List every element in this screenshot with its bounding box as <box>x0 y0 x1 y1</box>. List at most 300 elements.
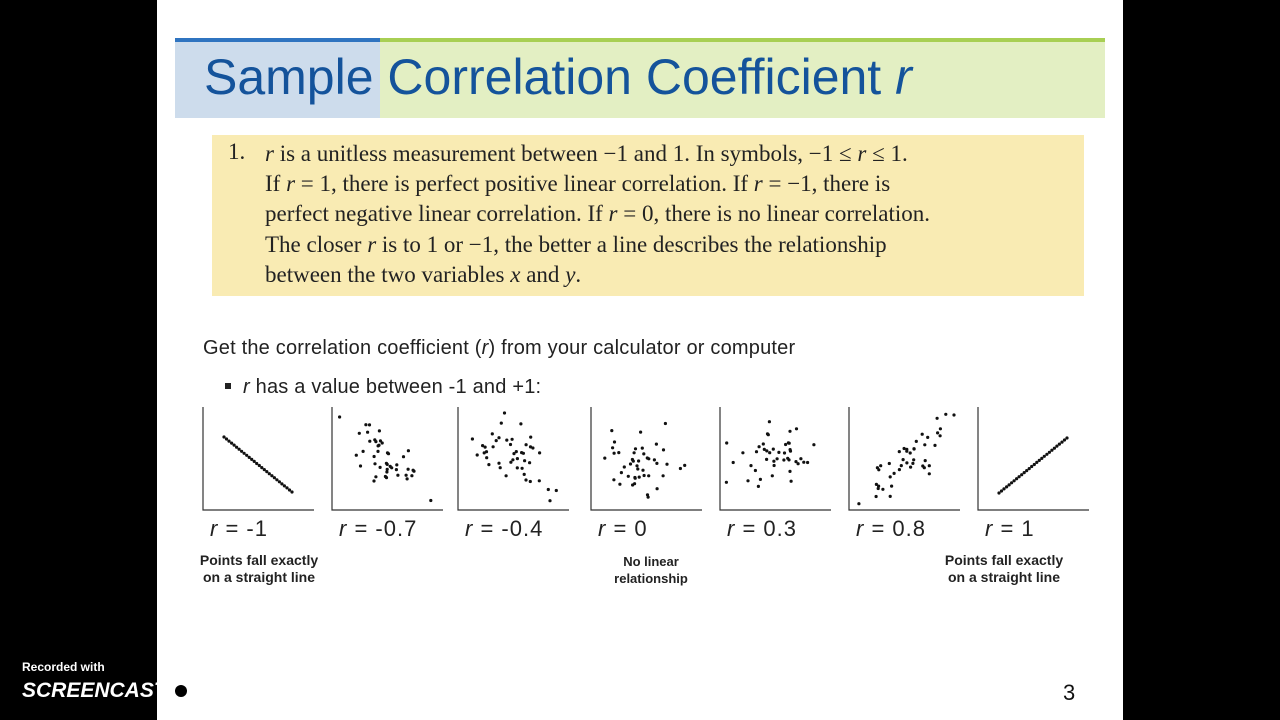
scatter-point <box>638 476 641 479</box>
scatter-point <box>936 417 939 420</box>
scatter-point <box>376 450 379 453</box>
rule-segment: between the two variables <box>265 261 511 287</box>
r-value-variable: r <box>210 516 219 541</box>
r-value-label <box>210 516 268 542</box>
scatter-point <box>653 458 656 461</box>
scatter-point <box>410 474 413 477</box>
slide <box>157 0 1123 720</box>
scatter-point <box>772 448 775 451</box>
scatter-point <box>373 462 376 465</box>
scatter-point <box>646 456 649 459</box>
scatter-point <box>238 448 241 451</box>
note-left-line1: Points fall exactly <box>199 552 319 568</box>
scatter-point <box>888 462 891 465</box>
scatter-point <box>235 446 238 449</box>
scatter-point <box>788 430 791 433</box>
note-middle <box>591 553 711 587</box>
scatter-point <box>812 443 815 446</box>
intro-text-after: ) from your calculator or computer <box>488 337 796 359</box>
scatter-point <box>290 490 293 493</box>
rule-line <box>265 139 930 169</box>
rule-segment: perfect negative linear correlation. If <box>265 201 609 227</box>
scatter-point <box>857 502 860 505</box>
scatter-point <box>396 474 399 477</box>
scatter-point <box>784 443 787 446</box>
scatter-point <box>372 479 375 482</box>
scatter-point <box>634 447 637 450</box>
scatter-point <box>516 466 519 469</box>
scatter-point <box>378 429 381 432</box>
scatter-point <box>776 457 779 460</box>
r-value-number: = 1 <box>993 516 1035 541</box>
note-right <box>930 552 1078 586</box>
scatter-point <box>913 447 916 450</box>
scatter-point <box>633 451 636 454</box>
scatter-point <box>757 485 760 488</box>
scatter-point <box>260 466 263 469</box>
scatter-point <box>806 461 809 464</box>
scatter-point <box>915 440 918 443</box>
scatter-point <box>911 462 914 465</box>
rule-number: 1. <box>228 139 246 164</box>
scatter-point <box>1020 473 1023 476</box>
scatter-point <box>1000 489 1003 492</box>
scatter-point <box>255 462 258 465</box>
bullet-line <box>225 376 541 399</box>
scatter-point <box>538 479 541 482</box>
scatter-point <box>905 450 908 453</box>
scatter-point <box>509 443 512 446</box>
plot-axes <box>332 407 443 510</box>
scatter-plot <box>977 407 1089 511</box>
scatter-point <box>1008 483 1011 486</box>
scatter-point <box>881 488 884 491</box>
scatter-point <box>635 464 638 467</box>
plot-axes <box>720 407 831 510</box>
scatter-point <box>679 467 682 470</box>
scatter-point <box>1035 461 1038 464</box>
scatter-point <box>529 436 532 439</box>
scatter-point <box>618 483 621 486</box>
scatter-point <box>890 485 893 488</box>
scatter-point <box>636 467 639 470</box>
screencast-watermark <box>22 660 260 704</box>
scatter-point <box>531 446 534 449</box>
scatter-plot <box>590 407 702 511</box>
scatter-point <box>620 471 623 474</box>
rule-segment: The closer <box>265 231 368 257</box>
scatter-point <box>665 463 668 466</box>
scatter-point <box>1015 477 1018 480</box>
scatter-point <box>529 480 532 483</box>
scatter-point <box>374 475 377 478</box>
scatter-point <box>1040 457 1043 460</box>
scatter-point <box>386 451 389 454</box>
scatter-point <box>1028 467 1031 470</box>
scatter-point <box>355 454 358 457</box>
rule-line <box>265 199 930 229</box>
rule-segment: If <box>265 171 287 197</box>
r-value-label <box>727 516 797 542</box>
scatter-point <box>655 443 658 446</box>
scatter-point <box>610 429 613 432</box>
scatter-point <box>407 468 410 471</box>
scatter-point <box>253 460 256 463</box>
r-value-variable: r <box>727 516 736 541</box>
rule-variable: y <box>565 261 576 287</box>
scatter-point <box>497 436 500 439</box>
scatter-point <box>642 452 645 455</box>
scatter-point <box>765 449 768 452</box>
scatter-point <box>923 443 926 446</box>
rule-text <box>265 139 930 290</box>
scatter-point <box>875 495 878 498</box>
scatter-point <box>741 451 744 454</box>
scatter-point <box>402 455 405 458</box>
scatter-point <box>373 455 376 458</box>
scatter-point <box>476 453 479 456</box>
scatter-point <box>1025 469 1028 472</box>
scatter-point <box>902 458 905 461</box>
rule-segment: is to 1 or −1, the better a line describes the relationship <box>376 231 887 257</box>
scatter-point <box>1005 485 1008 488</box>
r-value-label <box>856 516 926 542</box>
scatter-point <box>250 458 253 461</box>
scatter-point <box>1053 447 1056 450</box>
scatter-point <box>233 444 236 447</box>
r-value-variable: r <box>598 516 607 541</box>
screencast-logo-icon <box>168 678 194 704</box>
scatter-point <box>655 462 658 465</box>
scatter-point <box>611 446 614 449</box>
scatter-point <box>487 463 490 466</box>
scatter-point <box>749 464 752 467</box>
slide-title <box>204 48 912 106</box>
scatter-point <box>1048 451 1051 454</box>
scatter-point <box>245 454 248 457</box>
scatter-point <box>771 474 774 477</box>
scatter-point <box>528 461 531 464</box>
scatter-point <box>385 462 388 465</box>
watermark-top-text: Recorded with <box>22 660 105 674</box>
rule-line <box>265 230 930 260</box>
scatter-point <box>1058 443 1061 446</box>
scatter-point <box>523 459 526 462</box>
r-value-label <box>598 516 648 542</box>
rule-segment: . <box>575 261 582 287</box>
scatter-point <box>641 469 644 472</box>
note-middle-line2: relationship <box>614 571 688 586</box>
scatter-point <box>283 484 286 487</box>
scatter-point <box>1065 436 1068 439</box>
scatter-point <box>222 435 225 438</box>
scatter-point <box>933 444 936 447</box>
scatter-point <box>270 474 273 477</box>
scatter-point <box>754 469 757 472</box>
scatter-point <box>379 466 382 469</box>
scatter-point <box>548 499 551 502</box>
rule-segment: = −1, there is <box>762 171 891 197</box>
rule-segment: = 1, there is perfect positive linear correlation. If <box>295 171 754 197</box>
scatter-point <box>362 450 365 453</box>
scatter-point <box>1030 465 1033 468</box>
note-right-line2: on a straight line <box>947 569 1060 585</box>
scatter-point <box>230 442 233 445</box>
scatter-point <box>516 457 519 460</box>
watermark-brand-right: MATIC <box>194 679 260 702</box>
scatter-point <box>499 466 502 469</box>
intro-variable: r <box>481 337 489 359</box>
r-value-label <box>339 516 417 542</box>
title-topline-green <box>380 38 1105 42</box>
scatter-point <box>500 422 503 425</box>
scatter-point <box>258 464 261 467</box>
scatter-point <box>243 452 246 455</box>
scatter-point <box>497 462 500 465</box>
scatter-point <box>921 464 924 467</box>
scatter-point <box>395 463 398 466</box>
r-value-number: = 0.8 <box>864 516 926 541</box>
scatter-point <box>905 461 908 464</box>
scatter-point <box>503 411 506 414</box>
plot-axes <box>978 407 1089 510</box>
r-value-number: = -0.4 <box>473 516 544 541</box>
scatter-point <box>275 478 278 481</box>
scatter-point <box>1033 463 1036 466</box>
scatter-point <box>1018 475 1021 478</box>
rule-line <box>265 169 930 199</box>
scatter-point <box>385 476 388 479</box>
scatter-point <box>385 470 388 473</box>
scatter-point <box>484 446 487 449</box>
scatter-point <box>617 451 620 454</box>
scatter-point <box>505 439 508 442</box>
page-number: 3 <box>1063 680 1076 705</box>
scatter-point <box>924 459 927 462</box>
rule-segment: and <box>520 261 566 287</box>
scatter-point <box>683 464 686 467</box>
scatter-point <box>338 415 341 418</box>
r-value-label <box>465 516 543 542</box>
scatter-point <box>643 474 646 477</box>
scatter-point <box>1055 445 1058 448</box>
scatter-point <box>732 461 735 464</box>
scatter-point <box>632 460 635 463</box>
scatter-point <box>491 432 494 435</box>
scatter-plot <box>719 407 831 511</box>
scatter-point <box>879 464 882 467</box>
scatter-point <box>390 466 393 469</box>
plot-axes <box>203 407 314 510</box>
scatter-point <box>525 443 528 446</box>
scatter-point <box>278 480 281 483</box>
scatter-point <box>523 473 526 476</box>
scatter-point <box>656 487 659 490</box>
scatter-point <box>612 478 615 481</box>
scatter-point <box>495 439 498 442</box>
r-value-variable: r <box>856 516 865 541</box>
scatter-point <box>405 474 408 477</box>
scatter-point <box>898 450 901 453</box>
scatter-point <box>511 458 514 461</box>
scatter-point <box>939 427 942 430</box>
scatter-point <box>613 440 616 443</box>
scatter-point <box>265 470 268 473</box>
scatter-point <box>288 488 291 491</box>
intro-text-before: Get the correlation coefficient ( <box>203 337 482 359</box>
scatter-point <box>429 499 432 502</box>
scatter-point <box>758 445 761 448</box>
scatter-point <box>273 476 276 479</box>
scatter-point <box>802 461 805 464</box>
intro-text <box>203 337 795 360</box>
scatter-point <box>524 478 527 481</box>
scatter-point <box>647 474 650 477</box>
scatter-point <box>1023 471 1026 474</box>
watermark-brand-left: SCREENCAST <box>22 679 167 702</box>
scatter-point <box>912 458 915 461</box>
note-left <box>185 552 333 586</box>
scatter-point <box>1038 459 1041 462</box>
scatter-plot <box>457 407 569 511</box>
rule-segment: is a unitless measurement between −1 and 1. In symbols, −1 ≤ <box>273 141 858 166</box>
bullet-square-icon <box>225 383 231 389</box>
scatter-point <box>787 441 790 444</box>
scatter-point <box>555 489 558 492</box>
scatter-point <box>900 464 903 467</box>
scatter-point <box>755 450 758 453</box>
scatter-point <box>759 478 762 481</box>
scatter-point <box>765 458 768 461</box>
scatter-point <box>522 452 525 455</box>
bullet-text: has a value between -1 and +1: <box>249 376 542 398</box>
scatter-point <box>789 448 792 451</box>
rule-variable: r <box>608 201 618 227</box>
scatter-point <box>412 469 415 472</box>
scatter-point <box>889 495 892 498</box>
scatter-point <box>377 444 380 447</box>
rule-variable: r <box>265 141 274 166</box>
scatter-point <box>359 464 362 467</box>
scatter-point <box>366 431 369 434</box>
scatter-point <box>767 433 770 436</box>
scatter-point <box>471 437 474 440</box>
scatter-plot <box>848 407 960 511</box>
scatter-point <box>623 465 626 468</box>
scatter-point <box>768 420 771 423</box>
scatter-point <box>1013 479 1016 482</box>
watermark-brand <box>22 678 260 704</box>
scatter-point <box>647 496 650 499</box>
scatter-point <box>889 475 892 478</box>
scatter-plot <box>202 407 314 511</box>
slide-title-text: Sample Correlation Coefficient <box>204 49 882 105</box>
scatter-point <box>662 474 665 477</box>
title-band <box>175 38 1105 118</box>
r-value-variable: r <box>985 516 994 541</box>
r-value-number: = 0.3 <box>735 516 797 541</box>
scatter-point <box>997 491 1000 494</box>
scatter-point <box>641 447 644 450</box>
title-topline-blue <box>175 38 380 42</box>
scatter-point <box>725 481 728 484</box>
scatter-point <box>485 456 488 459</box>
scatter-point <box>790 480 793 483</box>
scatter-point <box>248 456 251 459</box>
scatter-point <box>783 451 786 454</box>
rule-variable: r <box>857 141 867 166</box>
scatter-point <box>634 477 637 480</box>
scatter-point <box>662 448 665 451</box>
scatter-point <box>511 438 514 441</box>
scatter-point <box>1063 438 1066 441</box>
scatter-point <box>936 431 939 434</box>
scatter-point <box>1002 487 1005 490</box>
rule-segment: ≤ 1. <box>866 141 908 166</box>
rule-variable: x <box>510 261 521 287</box>
scatter-point <box>407 449 410 452</box>
scatter-point <box>639 431 642 434</box>
scatter-point <box>939 434 942 437</box>
scatter-point <box>538 451 541 454</box>
scatter-point <box>921 433 924 436</box>
scatter-point <box>263 468 266 471</box>
scatter-point <box>928 464 931 467</box>
scatter-point <box>909 466 912 469</box>
scatter-plot <box>331 407 443 511</box>
scatter-point <box>240 450 243 453</box>
scatter-point <box>725 441 728 444</box>
scatter-point <box>521 467 524 470</box>
scatter-point <box>280 482 283 485</box>
scatter-point <box>1045 453 1048 456</box>
scatter-point <box>406 477 409 480</box>
scatter-point <box>773 464 776 467</box>
scatter-point <box>395 468 398 471</box>
r-value-label <box>985 516 1035 542</box>
plot-axes <box>849 407 960 510</box>
scatter-point <box>227 440 230 443</box>
rule-variable: r <box>286 171 296 197</box>
scatter-point <box>613 452 616 455</box>
scatter-point <box>782 458 785 461</box>
scatter-point <box>368 440 371 443</box>
scatter-point <box>1050 449 1053 452</box>
scatter-point <box>768 451 771 454</box>
rule-box <box>212 135 1084 296</box>
rule-variable: r <box>753 171 763 197</box>
note-left-line2: on a straight line <box>202 569 315 585</box>
rule-line <box>265 260 930 290</box>
scatter-point <box>795 427 798 430</box>
rule-segment: = 0, there is no linear correlation. <box>617 201 930 227</box>
scatter-point <box>519 422 522 425</box>
scatter-point <box>225 437 228 440</box>
scatter-point <box>772 460 775 463</box>
scatter-point <box>547 488 550 491</box>
scatter-point <box>794 460 797 463</box>
scatter-point <box>505 474 508 477</box>
scatter-point <box>926 436 929 439</box>
scatter-point <box>379 439 382 442</box>
scatter-point <box>364 423 367 426</box>
scatter-point <box>875 483 878 486</box>
r-value-number: = 0 <box>606 516 648 541</box>
scatter-point <box>664 422 667 425</box>
r-value-number: = -1 <box>218 516 268 541</box>
scatter-point <box>603 457 606 460</box>
scatter-point <box>777 451 780 454</box>
